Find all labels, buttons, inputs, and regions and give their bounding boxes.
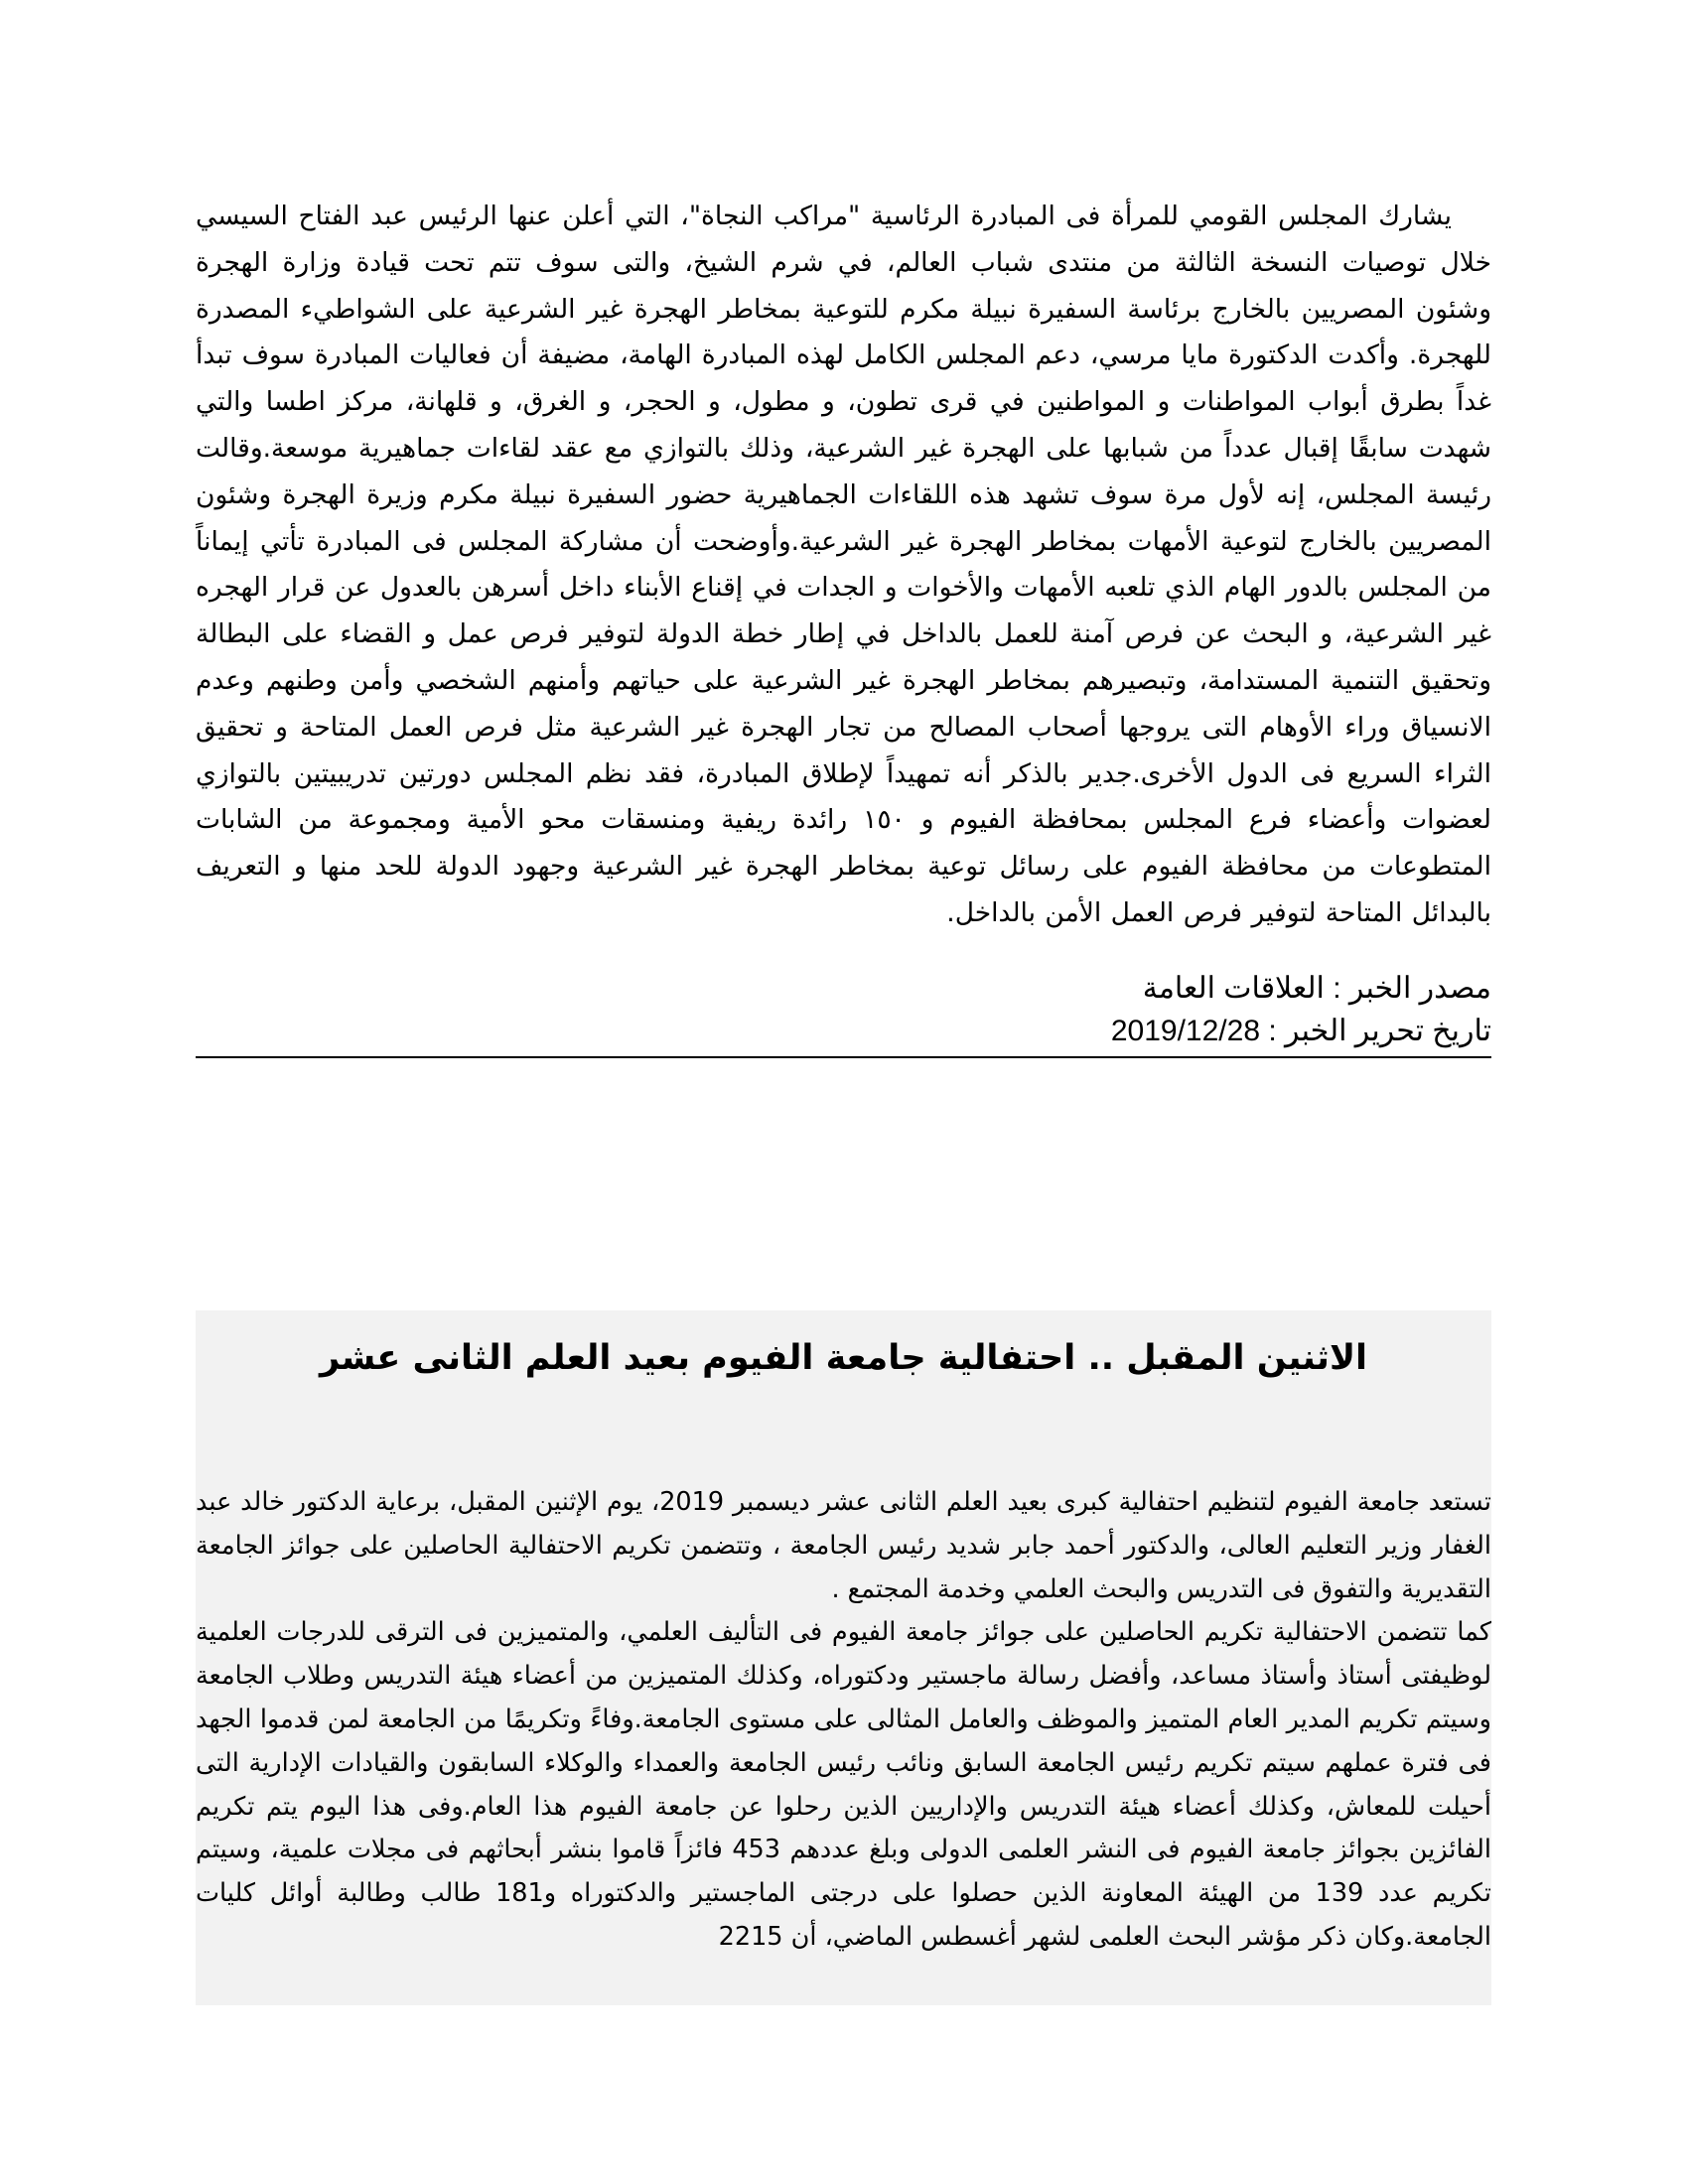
article-1-paragraph: يشارك المجلس القومي للمرأة فى المبادرة الرئاسية "مراكب النجاة"، التي أعلن عنها الرئيس عبد الفتاح السيسي خلال توصيات النسخة الثالثة من منتدى شباب العالم، في شرم الشيخ، والتى سوف تتم تحت قيادة وزارة الهجرة وشئون المصريين بالخارج برئاسة السفيرة نبيلة مكرم للتوعية بمخاطر الهجرة غير الشرعية على الشواطيء المصدرة للهجرة. وأكدت الدكتورة مايا مرسي، دعم المجلس الكامل لهذه المبادرة الهامة، مضيفة أن فعاليات المبادرة سوف تبدأ غداً بطرق أبواب المواطنات و المواطنين في قرى تطون، و مطول، و الحجر، و الغرق، و قلهانة، مركز اطسا والتي شهدت سابقًا إقبال عدداً من شبابها على الهجرة غير الشرعية، وذلك بالتوازي مع عقد لقاءات جماهيرية موسعة.وقالت رئيسة المجلس، إنه لأول مرة سوف تشهد هذه اللقاءات الجماهيرية حضور السفيرة نبيلة مكرم وزيرة الهجرة وشئون المصريين بالخارج لتوعية الأمهات بمخاطر الهجرة غير الشرعية.وأوضحت أن مشاركة المجلس فى المبادرة تأتي إيماناً من المجلس بالدور الهام الذي تلعبه الأمهات والأخوات و الجدات في إقناع الأبناء داخل أسرهن بالعدول عن قرار الهجره غير الشرعية، و البحث عن فرص آمنة للعمل بالداخل في إطار خطة الدولة لتوفير فرص عمل و القضاء على البطالة وتحقيق التنمية المستدامة، وتبصيرهم بمخاطر الهجرة غير الشرعية على حياتهم وأمنهم الشخصي وأمن وطنهم وعدم الانسياق وراء الأوهام التى يروجها أصحاب المصالح من تجار الهجرة غير الشرعية مثل فرص العمل المتاحة و تحقيق الثراء السريع فى الدول الأخرى.جدير بالذكر أنه تمهيداً لإطلاق المبادرة، فقد نظم المجلس دورتين تدريبيتين بالتوازي لعضوات وأعضاء فرع المجلس بمحافظة الفيوم و ١٥٠ رائدة ريفية ومنسقات محو الأمية ومجموعة من الشابات المتطوعات من محافظة الفيوم على رسائل توعية بمخاطر الهجرة غير الشرعية وجهود الدولة للحد منها و التعريف بالبدائل المتاحة لتوفير فرص العمل الأمن بالداخل.: [196, 201, 1491, 928]
article-2-headline: الاثنين المقبل .. احتفالية جامعة الفيوم بعيد العلم الثانى عشر: [319, 1338, 1368, 1378]
article-2-body: [196, 1382, 1491, 1960]
article-2: [196, 1310, 1491, 2005]
article-1-meta: [196, 967, 1491, 1052]
news-source-line: مصدر الخبر : العلاقات العامة: [1142, 971, 1491, 1005]
article-1: [196, 194, 1491, 1058]
article-2-paragraph-1: تستعد جامعة الفيوم لتنظيم احتفالية كبرى بعيد العلم الثانى عشر ديسمبر 2019، يوم الإثنين المقبل، برعاية الدكتور خالد عبد الغفار وزير التعليم العالى، والدكتور أحمد جابر شديد رئيس الجامعة ، وتتضمن تكريم الاحتفالية الحاصلين على جوائز الجامعة التقديرية والتفوق فى التدريس والبحث العلمي وخدمة المجتمع .: [196, 1487, 1491, 1604]
article-2-paragraph-2: كما تتضمن الاحتفالية تكريم الحاصلين على جوائز جامعة الفيوم فى التأليف العلمي، والمتميزين فى الترقى للدرجات العلمية لوظيفتى أستاذ وأستاذ مساعد، وأفضل رسالة ماجستير ودكتوراه، وكذلك المتميزين من أعضاء هيئة التدريس وطلاب الجامعة وسيتم تكريم المدير العام المتميز والموظف والعامل المثالى على مستوى الجامعة.وفاءً وتكريمًا من الجامعة لمن قدموا الجهد فى فترة عملهم سيتم تكريم رئيس الجامعة السابق ونائب رئيس الجامعة والعمداء والوكلاء السابقون والقيادات الإدارية التى أحيلت للمعاش، وكذلك أعضاء هيئة التدريس والإداريين الذين رحلوا عن جامعة الفيوم هذا العام.وفى هذا اليوم يتم تكريم الفائزين بجوائز جامعة الفيوم فى النشر العلمى الدولى وبلغ عددهم 453 فائزاً قاموا بنشر أبحاثهم فى مجلات علمية، وسيتم تكريم عدد 139 من الهيئة المعاونة الذين حصلوا على درجتى الماجستير والدكتوراه و181 طالب وطالبة أوائل كليات الجامعة.وكان ذكر مؤشر البحث العلمى لشهر أغسطس الماضي، أن 2215: [196, 1617, 1491, 1952]
section-divider: [196, 1056, 1491, 1058]
news-date-line: تاريخ تحرير الخبر : 2019/12/28: [1110, 1014, 1491, 1047]
article-1-body: [196, 194, 1491, 937]
